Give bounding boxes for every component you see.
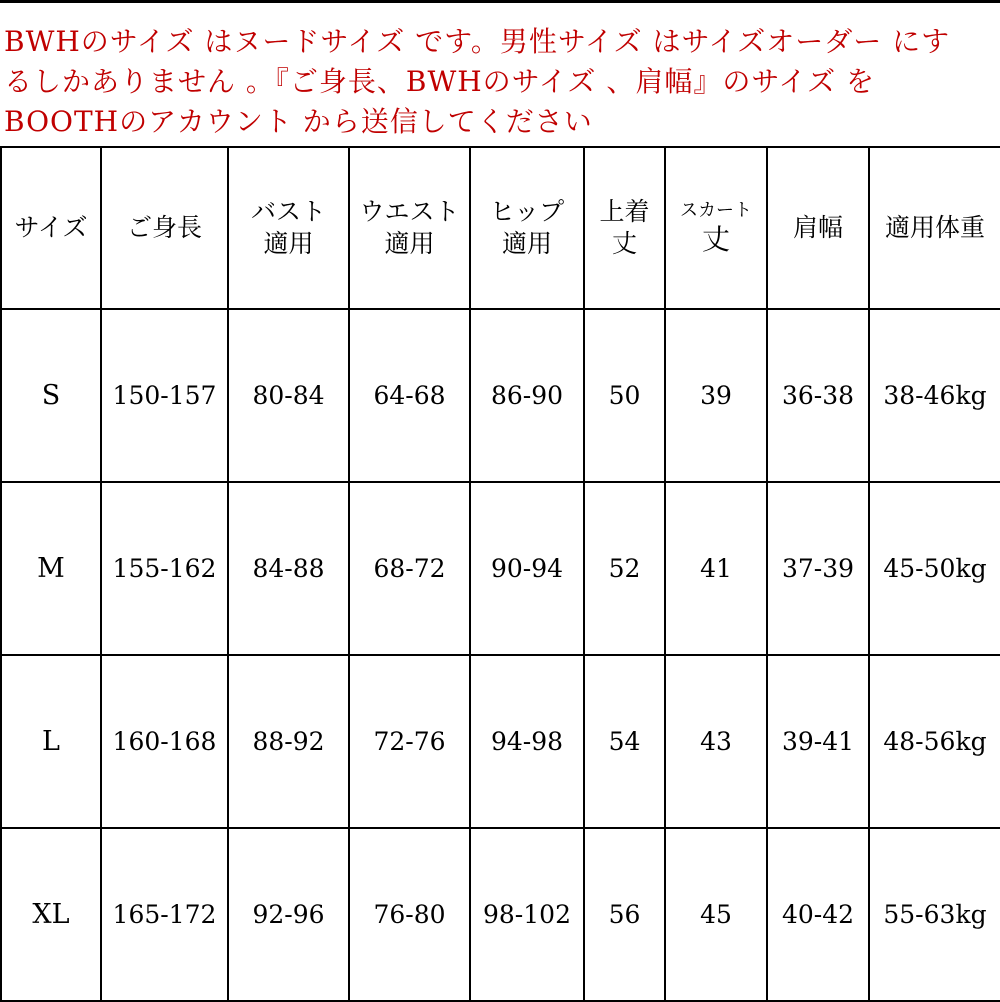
header-waist: ウエスト 適用 — [349, 147, 470, 309]
waist-cell: 64-68 — [349, 309, 470, 482]
notice-line: BOOTHのアカウント から送信してください — [4, 105, 593, 138]
waist-cell: 68-72 — [349, 482, 470, 655]
hip-cell: 98-102 — [470, 828, 584, 1001]
size-cell: M — [1, 482, 101, 655]
weight-cell: 38-46kg — [869, 309, 1000, 482]
top-length-cell: 56 — [584, 828, 665, 1001]
size-chart-table — [0, 146, 1000, 1002]
header-weight: 適用体重 — [869, 147, 1000, 309]
top-length-cell: 54 — [584, 655, 665, 828]
header-height: ご身長 — [101, 147, 228, 309]
bust-cell: 88-92 — [228, 655, 349, 828]
header-row — [1, 147, 1000, 309]
header-hip: ヒップ 適用 — [470, 147, 584, 309]
height-cell: 160-168 — [101, 655, 228, 828]
bust-cell: 80-84 — [228, 309, 349, 482]
height-cell: 150-157 — [101, 309, 228, 482]
height-cell: 155-162 — [101, 482, 228, 655]
table-row — [1, 482, 1000, 655]
notice-line: BWHのサイズ はヌードサイズ です。男性サイズ はサイズオーダー にす — [4, 25, 951, 58]
weight-cell: 45-50kg — [869, 482, 1000, 655]
skirt-length-cell: 43 — [665, 655, 767, 828]
skirt-length-cell: 39 — [665, 309, 767, 482]
header-size: サイズ — [1, 147, 101, 309]
hip-cell: 86-90 — [470, 309, 584, 482]
header-skirt-length: スカート 丈 — [665, 147, 767, 309]
shoulder-cell: 36-38 — [767, 309, 869, 482]
top-border — [0, 0, 1000, 3]
top-length-cell: 52 — [584, 482, 665, 655]
table-row — [1, 309, 1000, 482]
size-cell: L — [1, 655, 101, 828]
height-cell: 165-172 — [101, 828, 228, 1001]
size-cell: XL — [1, 828, 101, 1001]
weight-cell: 48-56kg — [869, 655, 1000, 828]
waist-cell: 76-80 — [349, 828, 470, 1001]
top-length-cell: 50 — [584, 309, 665, 482]
header-top-length: 上着 丈 — [584, 147, 665, 309]
skirt-length-cell: 41 — [665, 482, 767, 655]
header-bust: バスト 適用 — [228, 147, 349, 309]
header-shoulder-width: 肩幅 — [767, 147, 869, 309]
skirt-length-cell: 45 — [665, 828, 767, 1001]
size-notice — [4, 22, 994, 142]
hip-cell: 90-94 — [470, 482, 584, 655]
waist-cell: 72-76 — [349, 655, 470, 828]
shoulder-cell: 39-41 — [767, 655, 869, 828]
size-cell: S — [1, 309, 101, 482]
hip-cell: 94-98 — [470, 655, 584, 828]
bust-cell: 84-88 — [228, 482, 349, 655]
weight-cell: 55-63kg — [869, 828, 1000, 1001]
table-row — [1, 655, 1000, 828]
bust-cell: 92-96 — [228, 828, 349, 1001]
table-row — [1, 828, 1000, 1001]
shoulder-cell: 40-42 — [767, 828, 869, 1001]
notice-line: るしかありません 。『ご身長、BWHのサイズ 、肩幅』のサイズ を — [4, 65, 875, 98]
shoulder-cell: 37-39 — [767, 482, 869, 655]
